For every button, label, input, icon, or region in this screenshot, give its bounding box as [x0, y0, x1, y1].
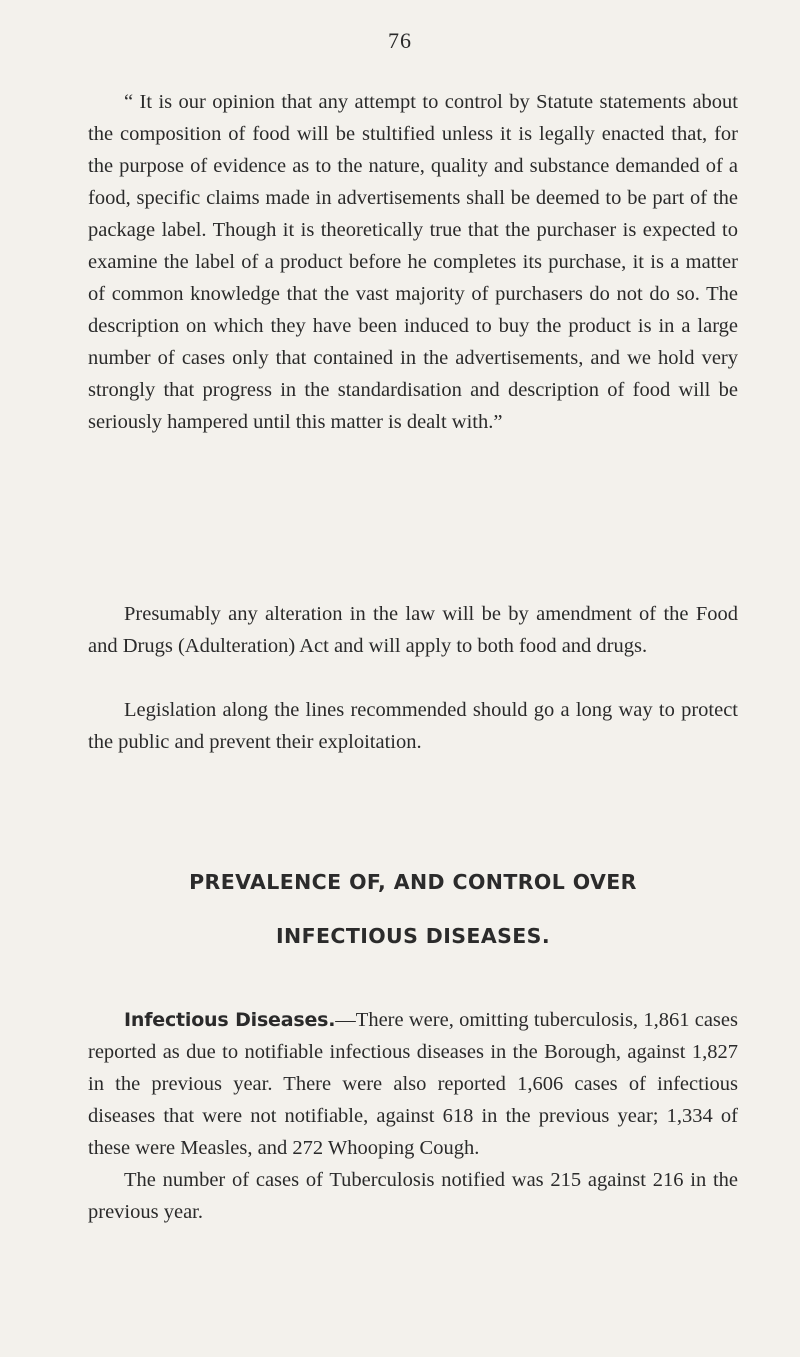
section-heading-line-1: PREVALENCE OF, AND CONTROL OVER: [189, 870, 637, 894]
tuberculosis-paragraph: The number of cases of Tuberculosis notified was 215 against 216 in the previous year.: [88, 1169, 738, 1223]
infectious-diseases-text: —There were, omitting tuberculosis, 1,861 cases reported as due to notifiable infectious diseases in the Borough, against 1,827 in the previous year. There were also reported 1,606 cases of infectious diseases that were not notifiable, against 618 in the previous year; 1,334 of these were Measles, and 272 Whooping Cough.: [88, 1009, 738, 1159]
quoted-opinion-paragraph: “ It is our opinion that any attempt to control by Statute statements about the composition of food will be stultified unless it is legally enacted that, for the purpose of evidence as to the nature, quality and substance demanded of a food, specific claims made in advertisements shall be deemed to be part of the package label. Though it is theoretically true that the purchaser is expected to examine the label of a product before he completes its purchase, it is a matter of common knowledge that the vast majority of purchasers do not do so. The description on which they have been induced to buy the product is in a large number of cases only that contained in the advertisements, and we hold very strongly that progress in the standardisation and description of food will be seriously hampered until this matter is dealt with.”: [88, 91, 738, 433]
infectious-diseases-paragraph: [88, 1004, 738, 1164]
amendment-paragraph: Presumably any alteration in the law will be by amendment of the Food and Drugs (Adulteration) Act and will apply to both food and drugs.: [88, 603, 738, 657]
page-number: 76: [388, 28, 412, 53]
legislation-paragraph: Legislation along the lines recommended should go a long way to protect the public and prevent their exploitation.: [88, 699, 738, 753]
run-in-heading: Infectious Diseases.: [124, 1009, 336, 1031]
section-heading-line-2: INFECTIOUS DISEASES.: [275, 924, 551, 948]
